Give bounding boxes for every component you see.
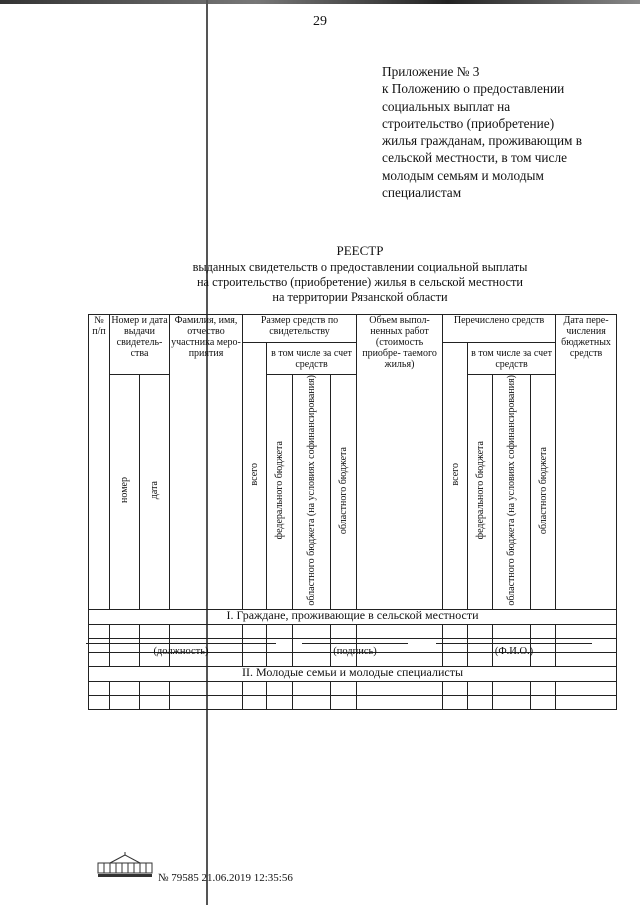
header-tr-total: всего <box>443 343 468 610</box>
appendix-line: Приложение № 3 <box>382 64 480 79</box>
section-young-families: II. Молодые семьи и молодые специалисты <box>89 666 617 681</box>
appendix-line: строительство (приобретение) <box>382 115 555 131</box>
appendix-line: молодым семьям и молодым <box>382 167 544 183</box>
header-cert-date: дата <box>140 375 170 610</box>
header-size-total: всего <box>243 343 267 610</box>
registry-subtitle: выданных свидетельств о предоставлении социальной выплаты <box>192 260 528 274</box>
page-number: 29 <box>313 14 327 29</box>
appendix-line: специалистам <box>382 185 462 201</box>
appendix-line: сельской местности, в том числе <box>382 150 567 166</box>
section-rural-citizens: I. Граждане, проживающие в сельской местности <box>89 609 617 624</box>
appendix-line: социальных выплат на <box>382 98 511 114</box>
header-size: Размер средств по свидетельству <box>243 315 357 343</box>
registry-subtitle: на строительство (приобретение) жилья в сельской местности <box>196 275 524 289</box>
header-size-including: в том числе за счет средств <box>267 343 357 375</box>
header-tr-regional-cofin: областного бюджета (на условиях софинансирования) <box>493 375 531 610</box>
position-signature-line <box>86 643 276 644</box>
table-row <box>89 624 617 638</box>
appendix-line: к Положению о предоставлении <box>382 81 565 97</box>
header-certificate: Номер и дата выдачи свидетель- ства <box>110 315 170 375</box>
header-volume: Объем выпол- ненных работ (стоимость приобре- таемого жилья) <box>357 315 443 610</box>
document-stamp: № 79585 21.06.2019 12:35:56 <box>158 872 293 884</box>
header-tr-federal: федерального бюджета <box>468 375 493 610</box>
header-size-regional-cofin: областного бюджета (на условиях софинансирования) <box>293 375 331 610</box>
header-transfer-date: Дата пере- числения бюджетных средств <box>556 315 617 610</box>
appendix-header <box>382 63 632 201</box>
appendix-line: жилья гражданам, проживающим в <box>382 133 583 149</box>
registry-title: РЕЕСТР <box>336 243 384 258</box>
position-label: (должность) <box>153 646 209 657</box>
table-row <box>89 681 617 695</box>
building-seal-icon <box>96 851 154 879</box>
header-tr-regional: областного бюджета <box>531 375 556 610</box>
signature-line <box>302 643 408 644</box>
scan-top-edge <box>0 0 640 4</box>
name-label: (Ф.И.О.) <box>494 646 534 657</box>
header-size-federal: федерального бюджета <box>267 375 293 610</box>
registry-subtitle: на территории Рязанской области <box>272 290 448 304</box>
header-num: № п/п <box>89 315 110 610</box>
header-tr-including: в том числе за счет средств <box>468 343 556 375</box>
header-transferred: Перечислено средств <box>443 315 556 343</box>
name-signature-line <box>436 643 592 644</box>
table-row <box>89 695 617 709</box>
header-size-regional: областного бюджета <box>331 375 357 610</box>
header-name: Фамилия, имя, отчество участника меро- приятия <box>170 315 243 610</box>
signature-label: (подпись) <box>333 646 377 657</box>
header-cert-number: номер <box>110 375 140 610</box>
